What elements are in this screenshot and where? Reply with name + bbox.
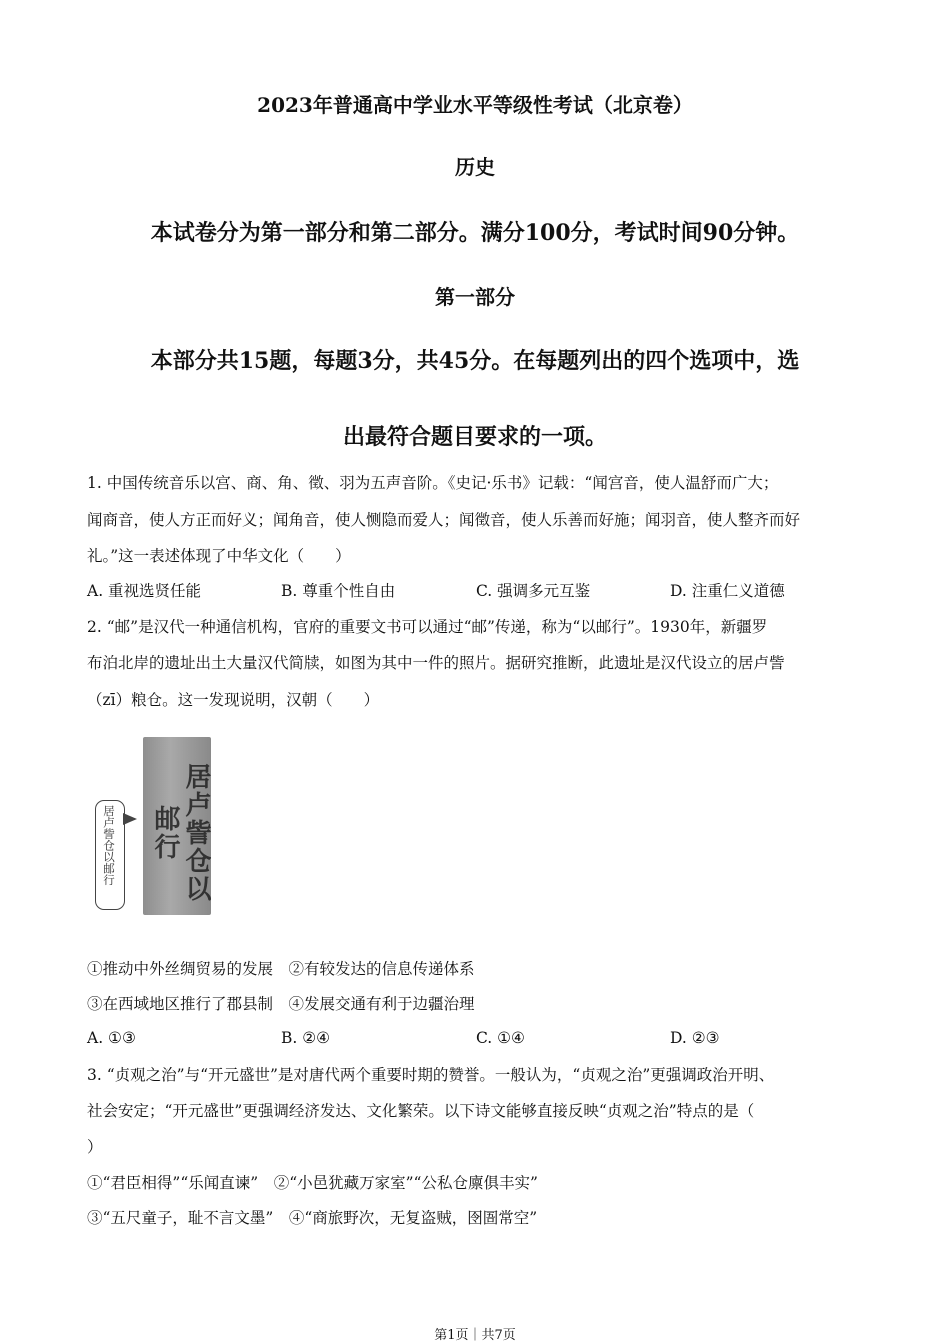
question-2-option-d: D. ②③ <box>670 1029 720 1047</box>
bamboo-slip-image <box>143 737 211 915</box>
bamboo-slip-figure <box>95 735 215 915</box>
subject-title: 历史 <box>455 155 495 179</box>
question-2-option-b: B. ②④ <box>281 1029 331 1047</box>
exam-instructions: 本试卷分为第一部分和第二部分。满分100分，考试时间90分钟。 <box>150 220 800 246</box>
caption-bubble <box>95 800 125 910</box>
question-3-line: ） <box>87 1138 103 1156</box>
question-1-line: 1. 中国传统音乐以宫、商、角、徵、羽为五声音阶。《史记·乐书》记载：“闻宫音，使人温舒而广大； <box>87 474 779 492</box>
question-3-line: 3. “贞观之治”与“开元盛世”是对唐代两个重要时期的赞誉。一般认为，“贞观之治”更强调政治开明、 <box>87 1066 775 1084</box>
question-2-line: 布泊北岸的遗址出土大量汉代简牍，如图为其中一件的照片。据研究推断，此遗址是汉代设立的居卢訾 <box>87 654 785 672</box>
question-1-option-a: A. 重视选贤任能 <box>87 582 202 600</box>
question-1-line: 闻商音，使人方正而好义；闻角音，使人恻隐而爱人；闻徵音，使人乐善而好施；闻羽音，使人整齐而好 <box>87 511 801 529</box>
question-2-option-a: A. ①③ <box>87 1029 136 1047</box>
slip-inscription: 居卢訾仓以邮行 <box>150 763 211 903</box>
question-3-statement: ①“君臣相得”“乐闻直谏” ②“小邑犹藏万家室”“公私仓廪俱丰实” <box>87 1174 538 1192</box>
caption-text: 居卢訾仓以邮行 <box>102 805 116 886</box>
part-title: 第一部分 <box>435 285 515 309</box>
question-2-option-c: C. ①④ <box>476 1029 525 1047</box>
part-instructions-line1: 本部分共15题，每题3分，共45分。在每题列出的四个选项中，选 <box>150 348 800 374</box>
question-3-statement: ③“五尺童子，耻不言文墨” ④“商旅野次，无复盗贼，囹圄常空” <box>87 1209 538 1227</box>
question-1-line: 礼。”这一表述体现了中华文化（ ） <box>87 547 351 565</box>
question-3-line: 社会安定；“开元盛世”更强调经济发达、文化繁荣。以下诗文能够直接反映“贞观之治”特点的是（ <box>87 1102 755 1120</box>
question-2-statement: ③在西域地区推行了郡县制 ④发展交通有利于边疆治理 <box>87 995 475 1013</box>
part-instructions-line2: 出最符合题目要求的一项。 <box>342 424 607 450</box>
question-2-line: （zī）粮仓。这一发现说明，汉朝（ ） <box>87 691 380 709</box>
question-2-statement: ①推动中外丝绸贸易的发展 ②有较发达的信息传递体系 <box>87 960 475 978</box>
exam-title: 2023年普通高中学业水平等级性考试（北京卷） <box>257 93 693 117</box>
bubble-tail <box>123 813 137 825</box>
question-2-line: 2. “邮”是汉代一种通信机构，官府的重要文书可以通过“邮”传递，称为“以邮行”。1930年，新疆罗 <box>87 618 768 636</box>
question-1-option-d: D. 注重仁义道德 <box>670 582 785 600</box>
page-footer: 第1页｜共7页 <box>434 1328 516 1343</box>
question-1-option-c: C. 强调多元互鉴 <box>476 582 591 600</box>
question-1-option-b: B. 尊重个性自由 <box>281 582 396 600</box>
